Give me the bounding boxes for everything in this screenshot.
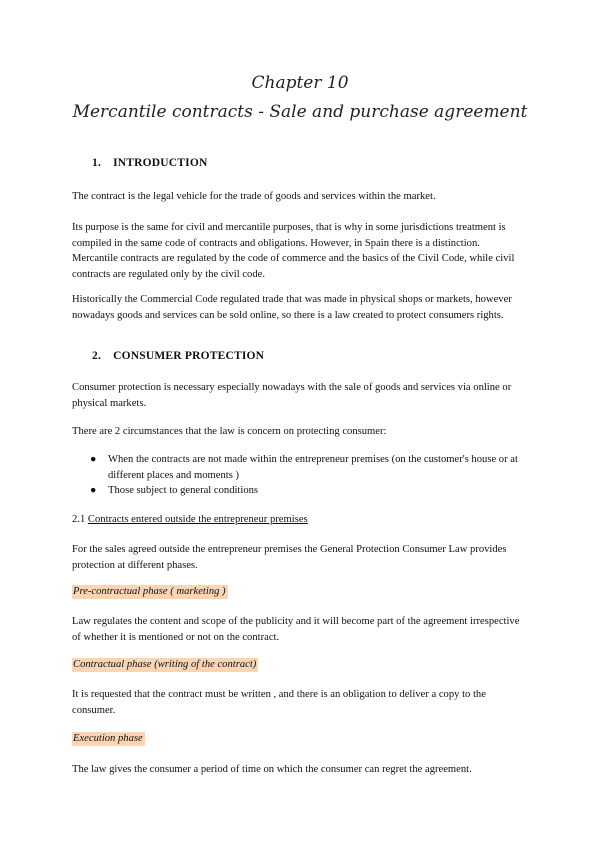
paragraph: Consumer protection is necessary especially nowadays with the sale of goods and services via online or physical markets. xyxy=(72,382,512,409)
phase-label-highlight: Pre-contractual phase ( marketing ) xyxy=(73,586,226,597)
subsection-heading xyxy=(72,514,308,525)
paragraph: It is requested that the contract must be written , and there is an obligation to deliver a copy to the consumer. xyxy=(72,689,486,716)
section-number: 1. xyxy=(92,157,102,169)
section-number: 2. xyxy=(92,350,102,362)
chapter-number: Chapter 10 xyxy=(251,73,349,93)
paragraph: For the sales agreed outside the entrepreneur premises the General Protection Consumer Law provides protection at different phases. xyxy=(72,544,507,571)
list-item xyxy=(72,483,532,499)
phase-label-highlight: Contractual phase (writing of the contract) xyxy=(73,659,257,670)
paragraph: There are 2 circumstances that the law is concern on protecting consumer: xyxy=(72,426,387,437)
paragraph: Law regulates the content and scope of the publicity and it will become part of the agreement irrespective of whether it is mentioned or not on the contract. xyxy=(72,616,520,643)
section-title: CONSUMER PROTECTION xyxy=(113,350,265,362)
paragraph: Its purpose is the same for civil and mercantile purposes, that is why in some jurisdictions treatment is compiled in the same code of contracts and obligations. However, in Spain there is a distinction. Mercantile contracts are regulated by the code of commerce and the basics of the Civil Code, while civil contracts are regulated only by the civil code. xyxy=(72,222,515,280)
paragraph: The contract is the legal vehicle for the trade of goods and services within the market. xyxy=(72,191,436,202)
chapter-title: Mercantile contracts - Sale and purchase agreement xyxy=(72,102,528,122)
section-heading-introduction xyxy=(92,157,208,169)
list-item xyxy=(72,452,532,483)
paragraph: The law gives the consumer a period of time on which the consumer can regret the agreement. xyxy=(72,764,472,775)
subsection-number: 2.1 xyxy=(72,514,86,525)
phase-label-highlight: Execution phase xyxy=(73,733,143,744)
bullet-icon: ● xyxy=(90,485,97,496)
subsection-title: Contracts entered outside the entrepreneur premises xyxy=(87,514,308,525)
bullet-icon: ● xyxy=(90,454,97,465)
list-item-text: When the contracts are not made within the entrepreneur premises (on the customer's house or at different places and moments ) xyxy=(108,454,518,481)
list-item-text: Those subject to general conditions xyxy=(108,485,259,496)
paragraph: Historically the Commercial Code regulated trade that was made in physical shops or markets, however nowadays goods and services can be sold online, so there is a law created to protect consumers rights. xyxy=(72,294,512,321)
section-heading-consumer-protection xyxy=(92,350,264,362)
section-title: INTRODUCTION xyxy=(113,157,208,169)
bullet-list xyxy=(72,452,532,499)
